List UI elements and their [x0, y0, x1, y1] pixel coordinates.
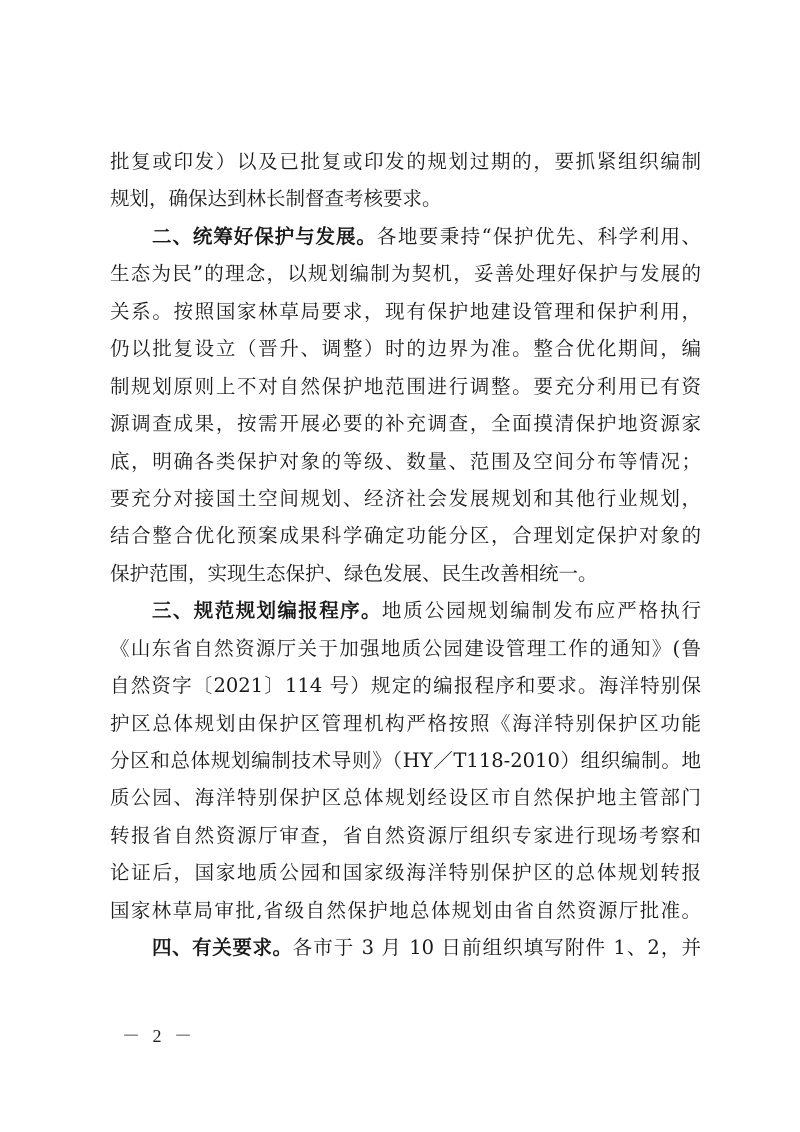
text-run: 地质公园规划编制发布应严格执行	[381, 599, 701, 623]
text-line: 批复或印发）以及已批复或印发的规划过期的，要抓紧组织编制	[110, 150, 701, 173]
text-line: 源调查成果，按需开展必要的补充调查，全面摸清保护地资源家	[110, 412, 701, 436]
text-line: 自然资字〔2021〕114 号）规定的编报程序和要求。海洋特别保	[110, 674, 701, 698]
text-line: 关系。按照国家林草局要求，现有保护地建设管理和保护利用，	[110, 299, 701, 323]
section-heading: 三、规范规划编报程序。	[152, 599, 382, 623]
document-body	[110, 143, 701, 967]
section-3-heading-line	[110, 592, 701, 629]
text-line: 质公园、海洋特别保护区总体规划经设区市自然保护地主管部门	[110, 786, 701, 810]
text-line: 国家林草局审批,省级自然保护地总体规划由省自然资源厅批准。	[110, 898, 701, 922]
section-2-heading-line	[110, 218, 701, 255]
text-line: 论证后，国家地质公园和国家级海洋特别保护区的总体规划转报	[110, 861, 701, 885]
text-line: 生态为民”的理念，以规划编制为契机，妥善处理好保护与发展的	[110, 262, 701, 286]
text-line: 要充分对接国土空间规划、经济社会发展规划和其他行业规划，	[110, 486, 701, 510]
text-line: 制规划原则上不对自然保护地范围进行调整。要充分利用已有资	[110, 374, 701, 398]
text-run: 各市于 3 月 10 日前组织填写附件 1、2，并	[292, 936, 701, 960]
text-line: 分区和总体规划编制技术导则》（HY／T118-2010）组织编制。地	[110, 749, 701, 772]
text-line: 转报省自然资源厅审查，省自然资源厅组织专家进行现场考察和	[110, 823, 701, 847]
text-line: 护区总体规划由保护区管理机构严格按照《海洋特别保护区功能	[110, 711, 701, 735]
section-heading: 四、有关要求。	[152, 936, 293, 960]
text-run: 各地要秉持“保护优先、科学利用、	[376, 224, 701, 248]
text-line: 保护范围，实现生态保护、绿色发展、民生改善相统一。	[110, 561, 598, 585]
text-line: 结合整合优化预案成果科学确定功能分区，合理划定保护对象的	[110, 524, 701, 548]
section-heading: 二、统筹好保护与发展。	[152, 224, 377, 248]
page-number: － 2 －	[122, 1026, 196, 1046]
text-line: 仍以批复设立（晋升、调整）时的边界为准。整合优化期间，编	[110, 337, 701, 361]
text-line: 规划，确保达到林长制督查考核要求。	[110, 187, 442, 211]
text-line: 《山东省自然资源厅关于加强地质公园建设管理工作的通知》(鲁	[110, 636, 701, 660]
text-line: 底，明确各类保护对象的等级、数量、范围及空间分布等情况；	[110, 449, 701, 473]
section-4-heading-line	[110, 929, 701, 966]
